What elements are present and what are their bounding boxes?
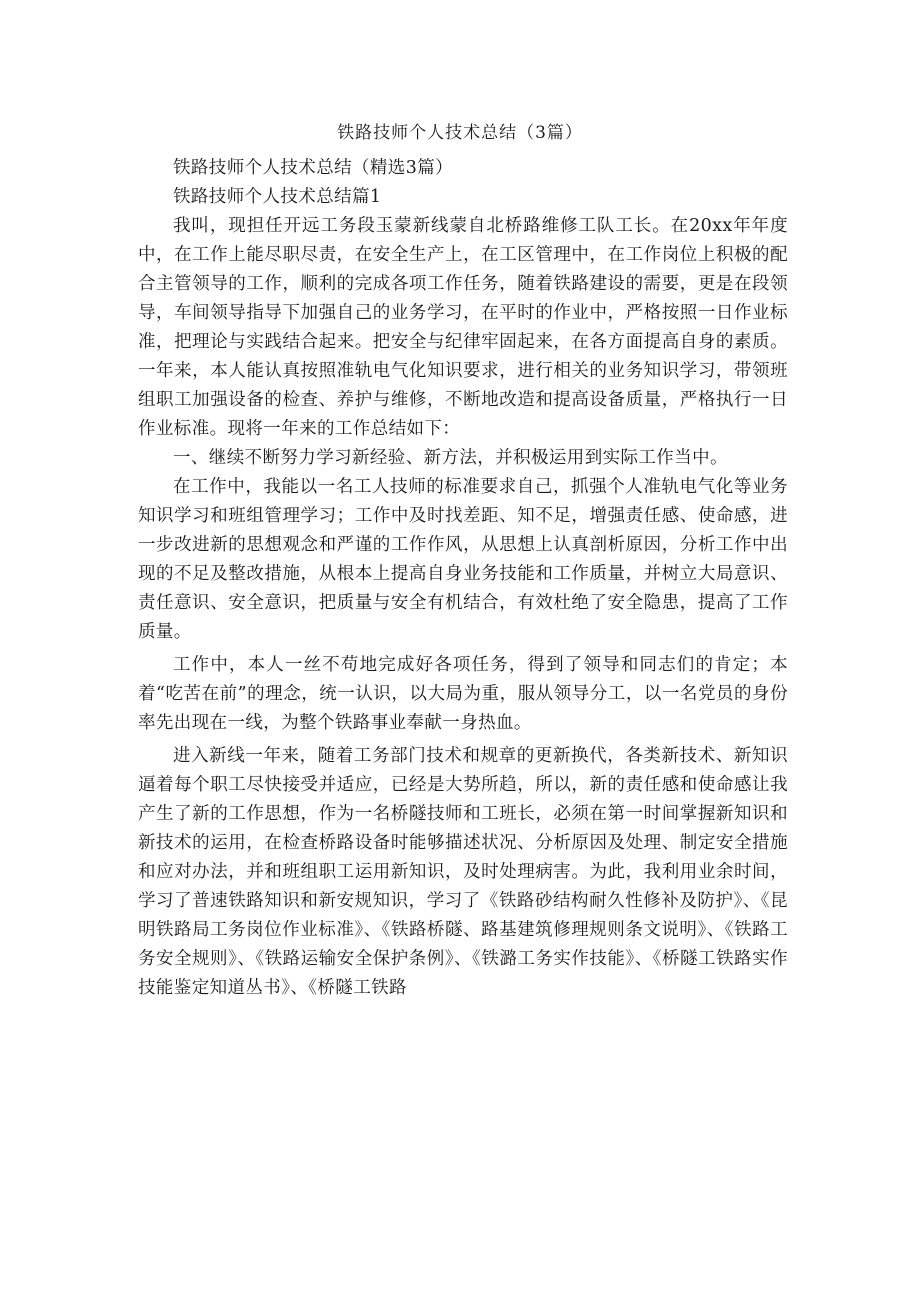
document-body <box>138 154 788 1003</box>
section-heading: 铁路技师个人技术总结篇1 <box>173 187 382 207</box>
paragraph: 在工作中，我能以一名工人技师的标准要求自己，抓强个人准轨电气化等业务知识学习和班组管理学习；工作中及时找差距、知不足，增强责任感、使命感，进一步改进新的思想观念和严谨的工作作风，从思想上认真剖析原因，分析工作中出现的不足及整改措施，从根本上提高自身业务技能和工作质量，并树立大局意识、责任意识、安全意识，把质量与安全有机结合，有效杜绝了安全隐患，提高了工作质量。 <box>138 477 788 642</box>
document-subtitle: 铁路技师个人技术总结（精选3篇） <box>173 158 454 178</box>
paragraph: 进入新线一年来，随着工务部门技术和规章的更新换代，各类新技术、新知识逼着每个职工尽快接受并适应，已经是大势所趋，所以，新的责任感和使命感让我产生了新的工作思想，作为一名桥隧技师和工班长，必须在第一时间掌握新知识和新技术的运用，在检查桥路设备时能够描述状况、分析原因及处理、制定安全措施和应对办法，并和班组职工运用新知识，及时处理病害。为此，我利用业余时间，学习了普速铁路知识和新安规知识，学习了《铁路砂结构耐久性修补及防护》、《昆明铁路局工务岗位作业标准》、《铁路桥隧、路基建筑修理规则条文说明》、《铁路工务安全规则》、《铁路运输安全保护条例》、《铁潞工务实作技能》、《桥隧工铁路实作技能鉴定知道丛书》、《桥隧工铁路 <box>138 746 788 998</box>
document-title: 铁路技师个人技术总结（3篇） <box>337 123 583 143</box>
paragraph: 我叫，现担任开远工务段玉蒙新线蒙自北桥路维修工队工长。在20xx年年度中，在工作上能尽职尽责，在安全生产上，在工区管理中，在工作岗位上积极的配合主管领导的工作，顺利的完成各项工作任务，随着铁路建设的需要，更是在段领导，车间领导指导下加强自己的业务学习，在平时的作业中，严格按照一日作业标准，把理论与实践结合起来。把安全与纪律牢固起来，在各方面提高自身的素质。一年来，本人能认真按照准轨电气化知识要求，进行相关的业务知识学习，带领班组职工加强设备的检查、养护与维修，不断地改造和提高设备质量，严格执行一日作业标准。现将一年来的工作总结如下： <box>138 216 788 439</box>
paragraph: 工作中，本人一丝不苟地完成好各项任务，得到了领导和同志们的肯定；本着“吃苦在前”的理念，统一认识，以大局为重，服从领导分工，以一名党员的身份率先出现在一线，为整个铁路事业奉献一身热血。 <box>138 655 788 733</box>
paragraph: 一、继续不断努力学习新经验、新方法，并积极运用到实际工作当中。 <box>173 448 728 468</box>
